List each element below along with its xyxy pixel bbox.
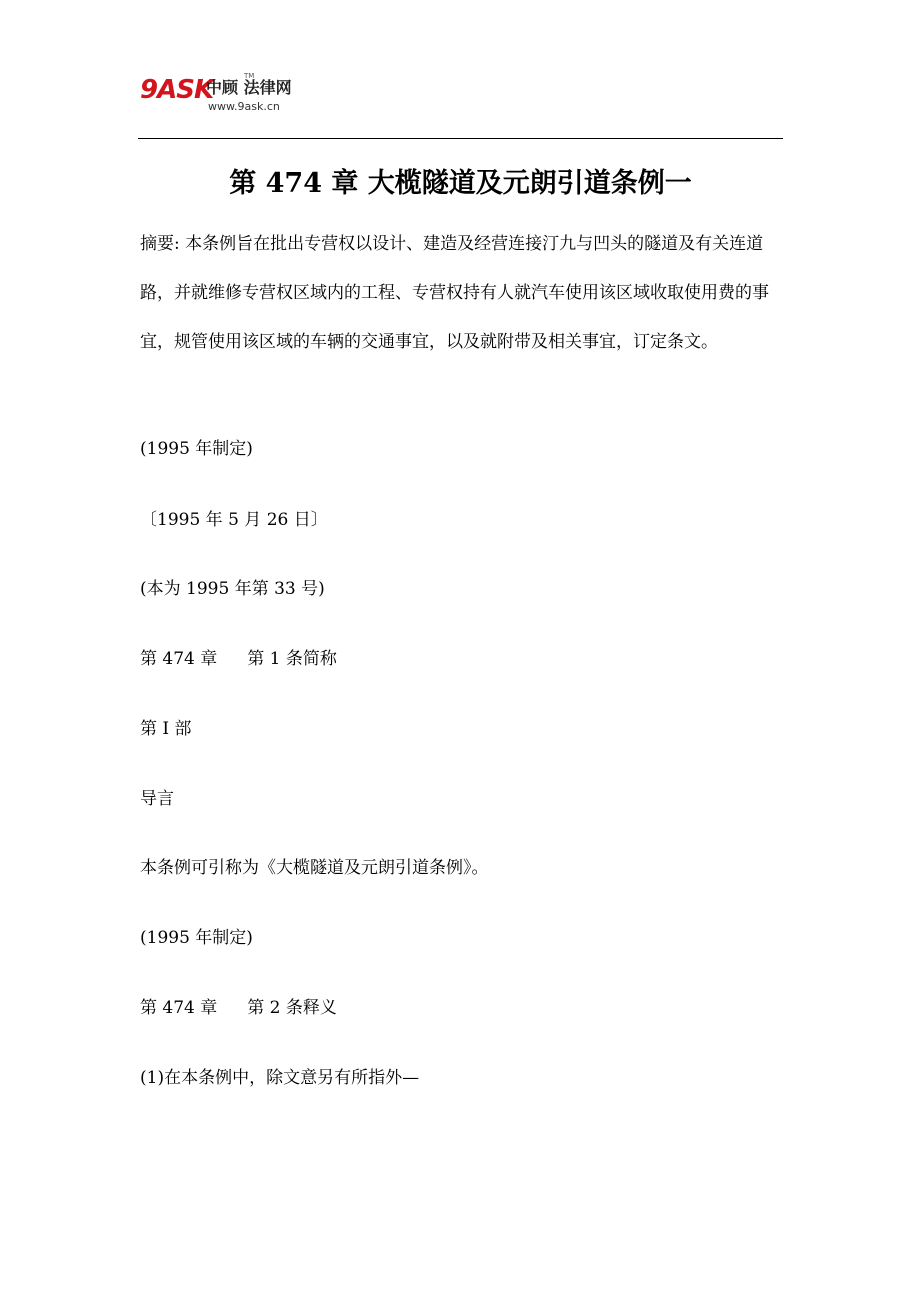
part-title: 导言	[140, 789, 174, 809]
section-2-title: 第 2 条释义	[247, 998, 337, 1018]
logo-url: www.9ask.cn	[208, 100, 280, 113]
enacted-note: (1995 年制定)	[140, 439, 253, 459]
section-1-heading	[140, 647, 337, 671]
citation-text: 本条例可引称为《大榄隧道及元朗引道条例》。	[140, 858, 489, 878]
section-2-clause-1: (1)在本条例中，除文意另有所指外—	[140, 1068, 420, 1088]
section-1-title: 第 1 条简称	[247, 649, 337, 669]
header-divider	[138, 138, 783, 139]
section-1-chapter: 第 474 章	[140, 649, 218, 669]
logo-mark: 9ASK	[140, 75, 214, 105]
section-2-heading	[140, 996, 337, 1020]
logo-name: 中顾 法律网	[206, 78, 292, 97]
document-title: 第 474 章 大榄隧道及元朗引道条例一	[229, 168, 692, 200]
logo-trademark: TM	[244, 72, 255, 80]
commencement-date: 〔1995 年 5 月 26 日〕	[140, 510, 328, 530]
enacted-note-2: (1995 年制定)	[140, 928, 253, 948]
ordinance-number: (本为 1995 年第 33 号)	[140, 579, 325, 599]
site-logo[interactable]	[140, 72, 340, 124]
abstract: 摘要: 本条例旨在批出专营权以设计、建造及经营连接汀九与凹头的隧道及有关连道路，并就维修专营权区域内的工程、专营权持有人就汽车使用该区域收取使用费的事宜，规管使用该区域的车辆的交通事宜，以及就附带及相关事宜，订定条文。	[140, 234, 769, 352]
section-2-chapter: 第 474 章	[140, 998, 218, 1018]
part-heading: 第 I 部	[140, 719, 192, 739]
